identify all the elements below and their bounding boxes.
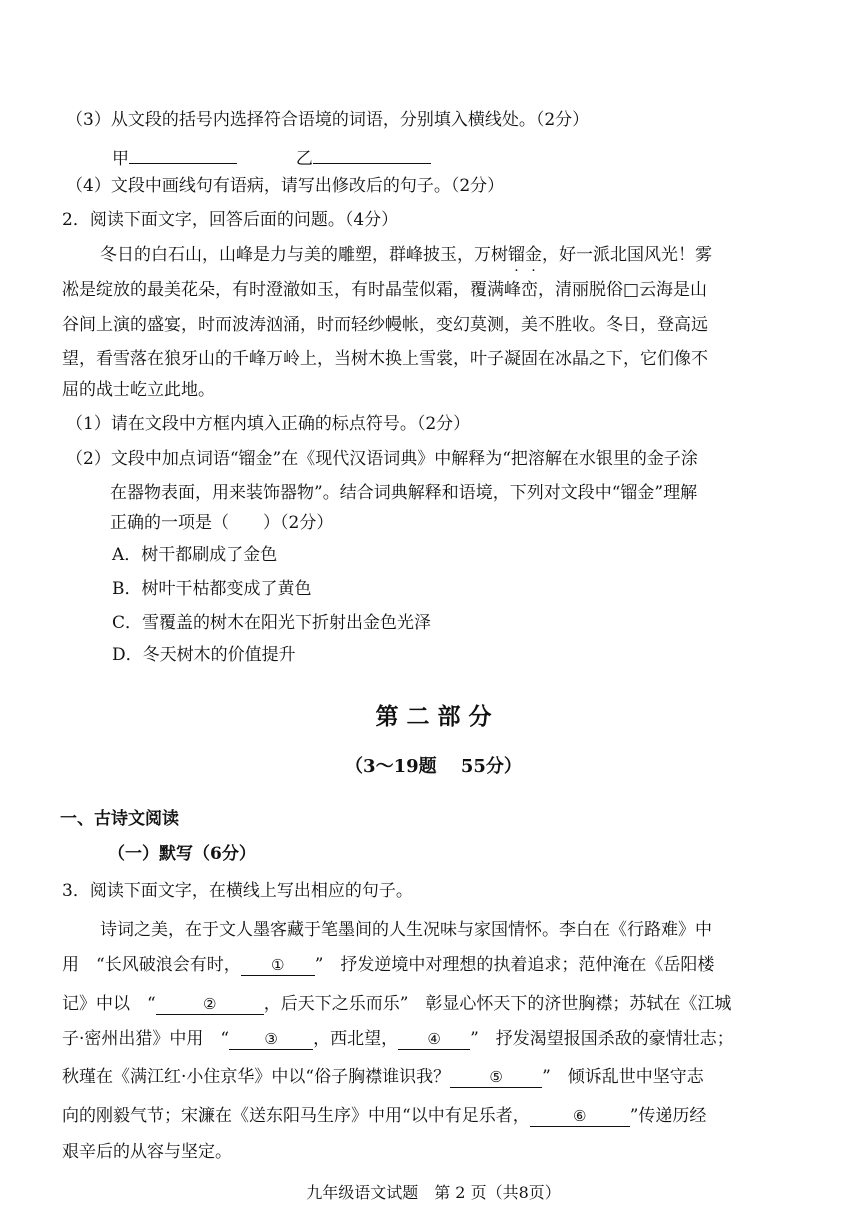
fill-blank-2: ②: [156, 994, 264, 1015]
option-b: B．树叶干枯都变成了黄色: [112, 579, 312, 599]
blank-jia-line: [129, 143, 237, 164]
passage3-line-4: 子·密州出猎》中用 “ ③ ，西北望， ④ ” 抒发渴望报国杀敌的豪情壮志；: [62, 1029, 734, 1049]
fill-blank-6: ⑥: [530, 1106, 630, 1127]
question-2-2-line-2: 在器物表面，用来装饰器物”。结合词典解释和语境，下列对文段中“镏金”理解: [110, 483, 698, 503]
passage2-line-4: 望，看雪落在狼牙山的千峰万岭上，当树木换上雪裳，叶子凝固在冰晶之下，它们像不: [62, 349, 708, 369]
dotted-char-jin: 金: [525, 245, 542, 265]
fill-blank-1: ①: [241, 955, 315, 976]
blank-jia-label: 甲: [112, 149, 129, 169]
passage3-line-1: 诗词之美，在于文人墨客藏于笔墨间的人生况味与家国情怀。李白在《行路难》中: [100, 920, 712, 940]
fill-blank-3: ③: [229, 1029, 313, 1050]
passage2-line-5: 屈的战士屹立此地。: [62, 380, 215, 400]
passage3-line-7: 艰辛后的从容与坚定。: [62, 1142, 232, 1162]
question-1-4: （4）文段中画线句有语病，请写出修改后的句子。（2分）: [66, 176, 505, 196]
part-title: 第 二 部 分: [375, 703, 492, 730]
passage3-line-5: 秋瑾在《满江红·小住京华》中以“俗子胸襟谁识我？ ⑤ ” 倾诉乱世中坚守志: [62, 1067, 704, 1087]
subsection-heading: （一）默写（6分）: [108, 844, 256, 864]
passage3-line-3: 记》中以 “ ② ，后天下之乐而乐” 彰显心怀天下的济世胸襟；苏轼在《江城: [62, 994, 732, 1014]
question-1-3: （3）从文段的括号内选择符合语境的词语，分别填入横线处。（2分）: [66, 110, 590, 130]
dotted-char-liu: 镏: [508, 245, 525, 265]
blank-yi-label: 乙: [295, 149, 313, 169]
fill-blank-4: ④: [398, 1029, 470, 1050]
passage2-line-2: 凇是绽放的最美花朵，有时澄澈如玉，有时晶莹似霜，覆满峰峦，清丽脱俗□云海是山: [62, 280, 708, 300]
answer-blanks: [112, 143, 431, 171]
question-3-heading: 3．阅读下面文字，在横线上写出相应的句子。: [62, 881, 413, 901]
option-c: C．雪覆盖的树木在阳光下折射出金色光泽: [112, 613, 432, 633]
part-subtitle: （3～19题 55分）: [345, 756, 522, 777]
passage2-line-3: 谷间上演的盛宴，时而波涛汹涌，时而轻纱幔帐，变幻莫测，美不胜收。冬日，登高远: [62, 315, 708, 335]
question-2-heading: 2．阅读下面文字，回答后面的问题。（4分）: [62, 210, 399, 230]
passage3-line-2: 用 “长风破浪会有时， ① ” 抒发逆境中对理想的执着追求；范仲淹在《岳阳楼: [62, 955, 715, 975]
option-a: A．树干都刷成了金色: [112, 545, 278, 565]
passage3-line-6: 向的刚毅气节；宋濂在《送东阳马生序》中用“以中有足乐者， ⑥ ”传递历经: [62, 1106, 707, 1126]
question-2-2-line-3: 正确的一项是（ ）（2分）: [110, 513, 334, 533]
blank-yi-line: [313, 143, 431, 164]
question-2-2-line-1: （2）文段中加点词语“镏金”在《现代汉语词典》中解释为“把溶解在水银里的金子涂: [66, 449, 698, 469]
passage2-line-1: 冬日的白石山，山峰是力与美的雕塑，群峰披玉，万树镏金，好一派北国风光！雾: [100, 245, 712, 265]
page-footer: 九年级语文试题 第 2 页（共8页）: [306, 1183, 561, 1202]
punctuation-box: □: [623, 280, 640, 300]
question-2-1: （1）请在文段中方框内填入正确的标点符号。（2分）: [66, 414, 471, 434]
section-heading: 一、古诗文阅读: [60, 809, 179, 829]
option-d: D．冬天树木的价值提升: [112, 645, 296, 665]
fill-blank-5: ⑤: [450, 1067, 542, 1088]
